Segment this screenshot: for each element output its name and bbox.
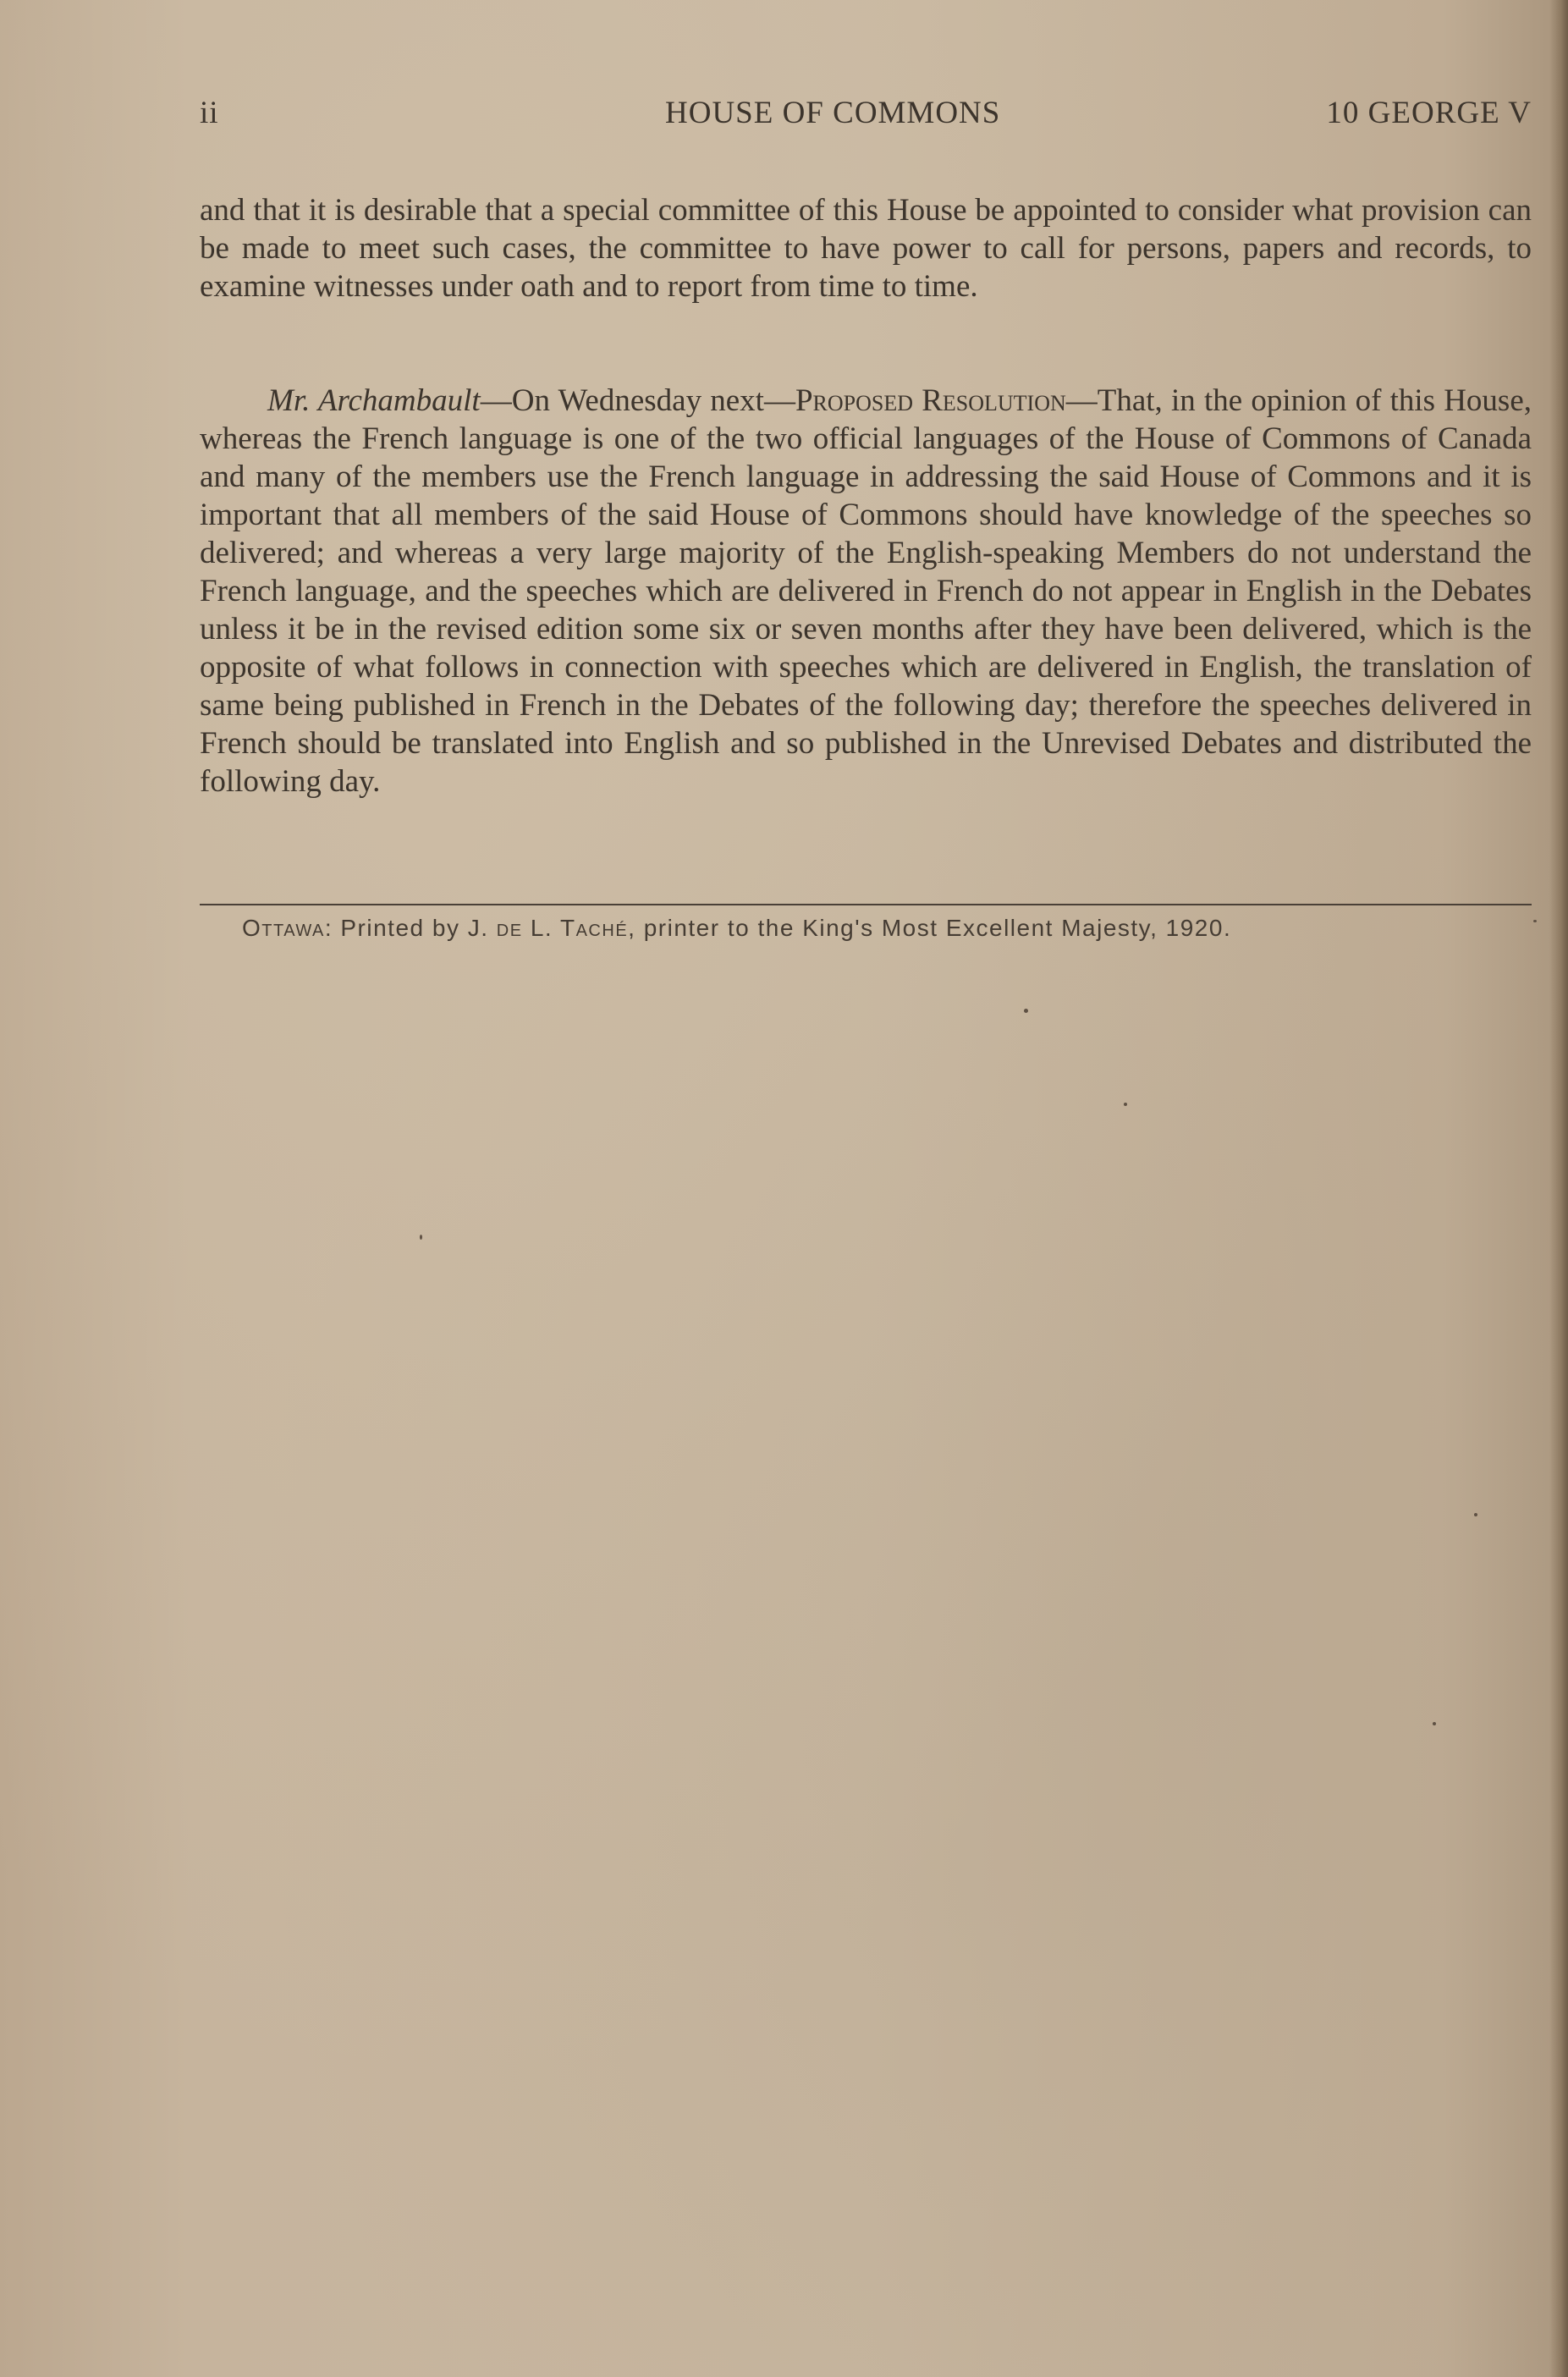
paragraph-committee xyxy=(200,191,1532,305)
paragraph-resolution xyxy=(200,382,1532,801)
paper-speck xyxy=(1474,1513,1477,1516)
running-header xyxy=(200,95,1532,139)
notice-date: —On Wednesday next— xyxy=(480,383,795,418)
imprint-printer: L. Taché xyxy=(522,915,629,941)
resolution-text: —That, in the opinion of this House, whereas the French language is one of the two official languages of the House of Commons of Canada and many of the members use the French language in addressing the said House of Commons and it is important that all members of the said House of Commons should have knowledge of the speeches so delivered; and whereas a very large majority of the English-speaking Members do not understand the French language, and the speeches which are delivered in French do not appear in English in the Debates unless it be in the revised edition some six or seven months after they have been delivered, which is the opposite of what follows in connection with speeches which are delivered in English, the translation of same being published in French in the Debates of the following day; therefore the speeches delivered in French should be translated into English and so published in the Unrevised Debates and distributed the following day. xyxy=(200,383,1532,799)
page-edge xyxy=(1549,0,1568,2377)
footer-rule xyxy=(200,904,1532,905)
paper-speck xyxy=(420,1235,422,1240)
imprint-rest: , printer to the King's Most Excellent Majesty, 1920. xyxy=(628,915,1232,941)
imprint-printed-by: : Printed by J. xyxy=(324,915,497,941)
paragraph-text: and that it is desirable that a special committee of this House be appointed to consider what provision can be made to meet such cases, the committee to have power to call for persons, papers and records, to examine witnesses under oath and to report from time to time. xyxy=(200,193,1532,304)
printer-imprint xyxy=(242,915,1231,942)
paper-speck xyxy=(1433,1722,1436,1725)
paper-speck xyxy=(1024,1009,1028,1013)
imprint-place: Ottawa xyxy=(242,915,325,941)
proposed-resolution-label: Proposed Resolution xyxy=(795,383,1066,418)
regnal-year: 10 GEORGE V xyxy=(1326,96,1532,130)
imprint-particle: de xyxy=(496,915,523,941)
paper-speck xyxy=(1533,920,1537,922)
running-title: HOUSE OF COMMONS xyxy=(665,96,1001,130)
speaker-name: Mr. Archambault xyxy=(267,383,481,418)
paper-speck xyxy=(1124,1103,1127,1106)
page-number: ii xyxy=(200,96,219,130)
